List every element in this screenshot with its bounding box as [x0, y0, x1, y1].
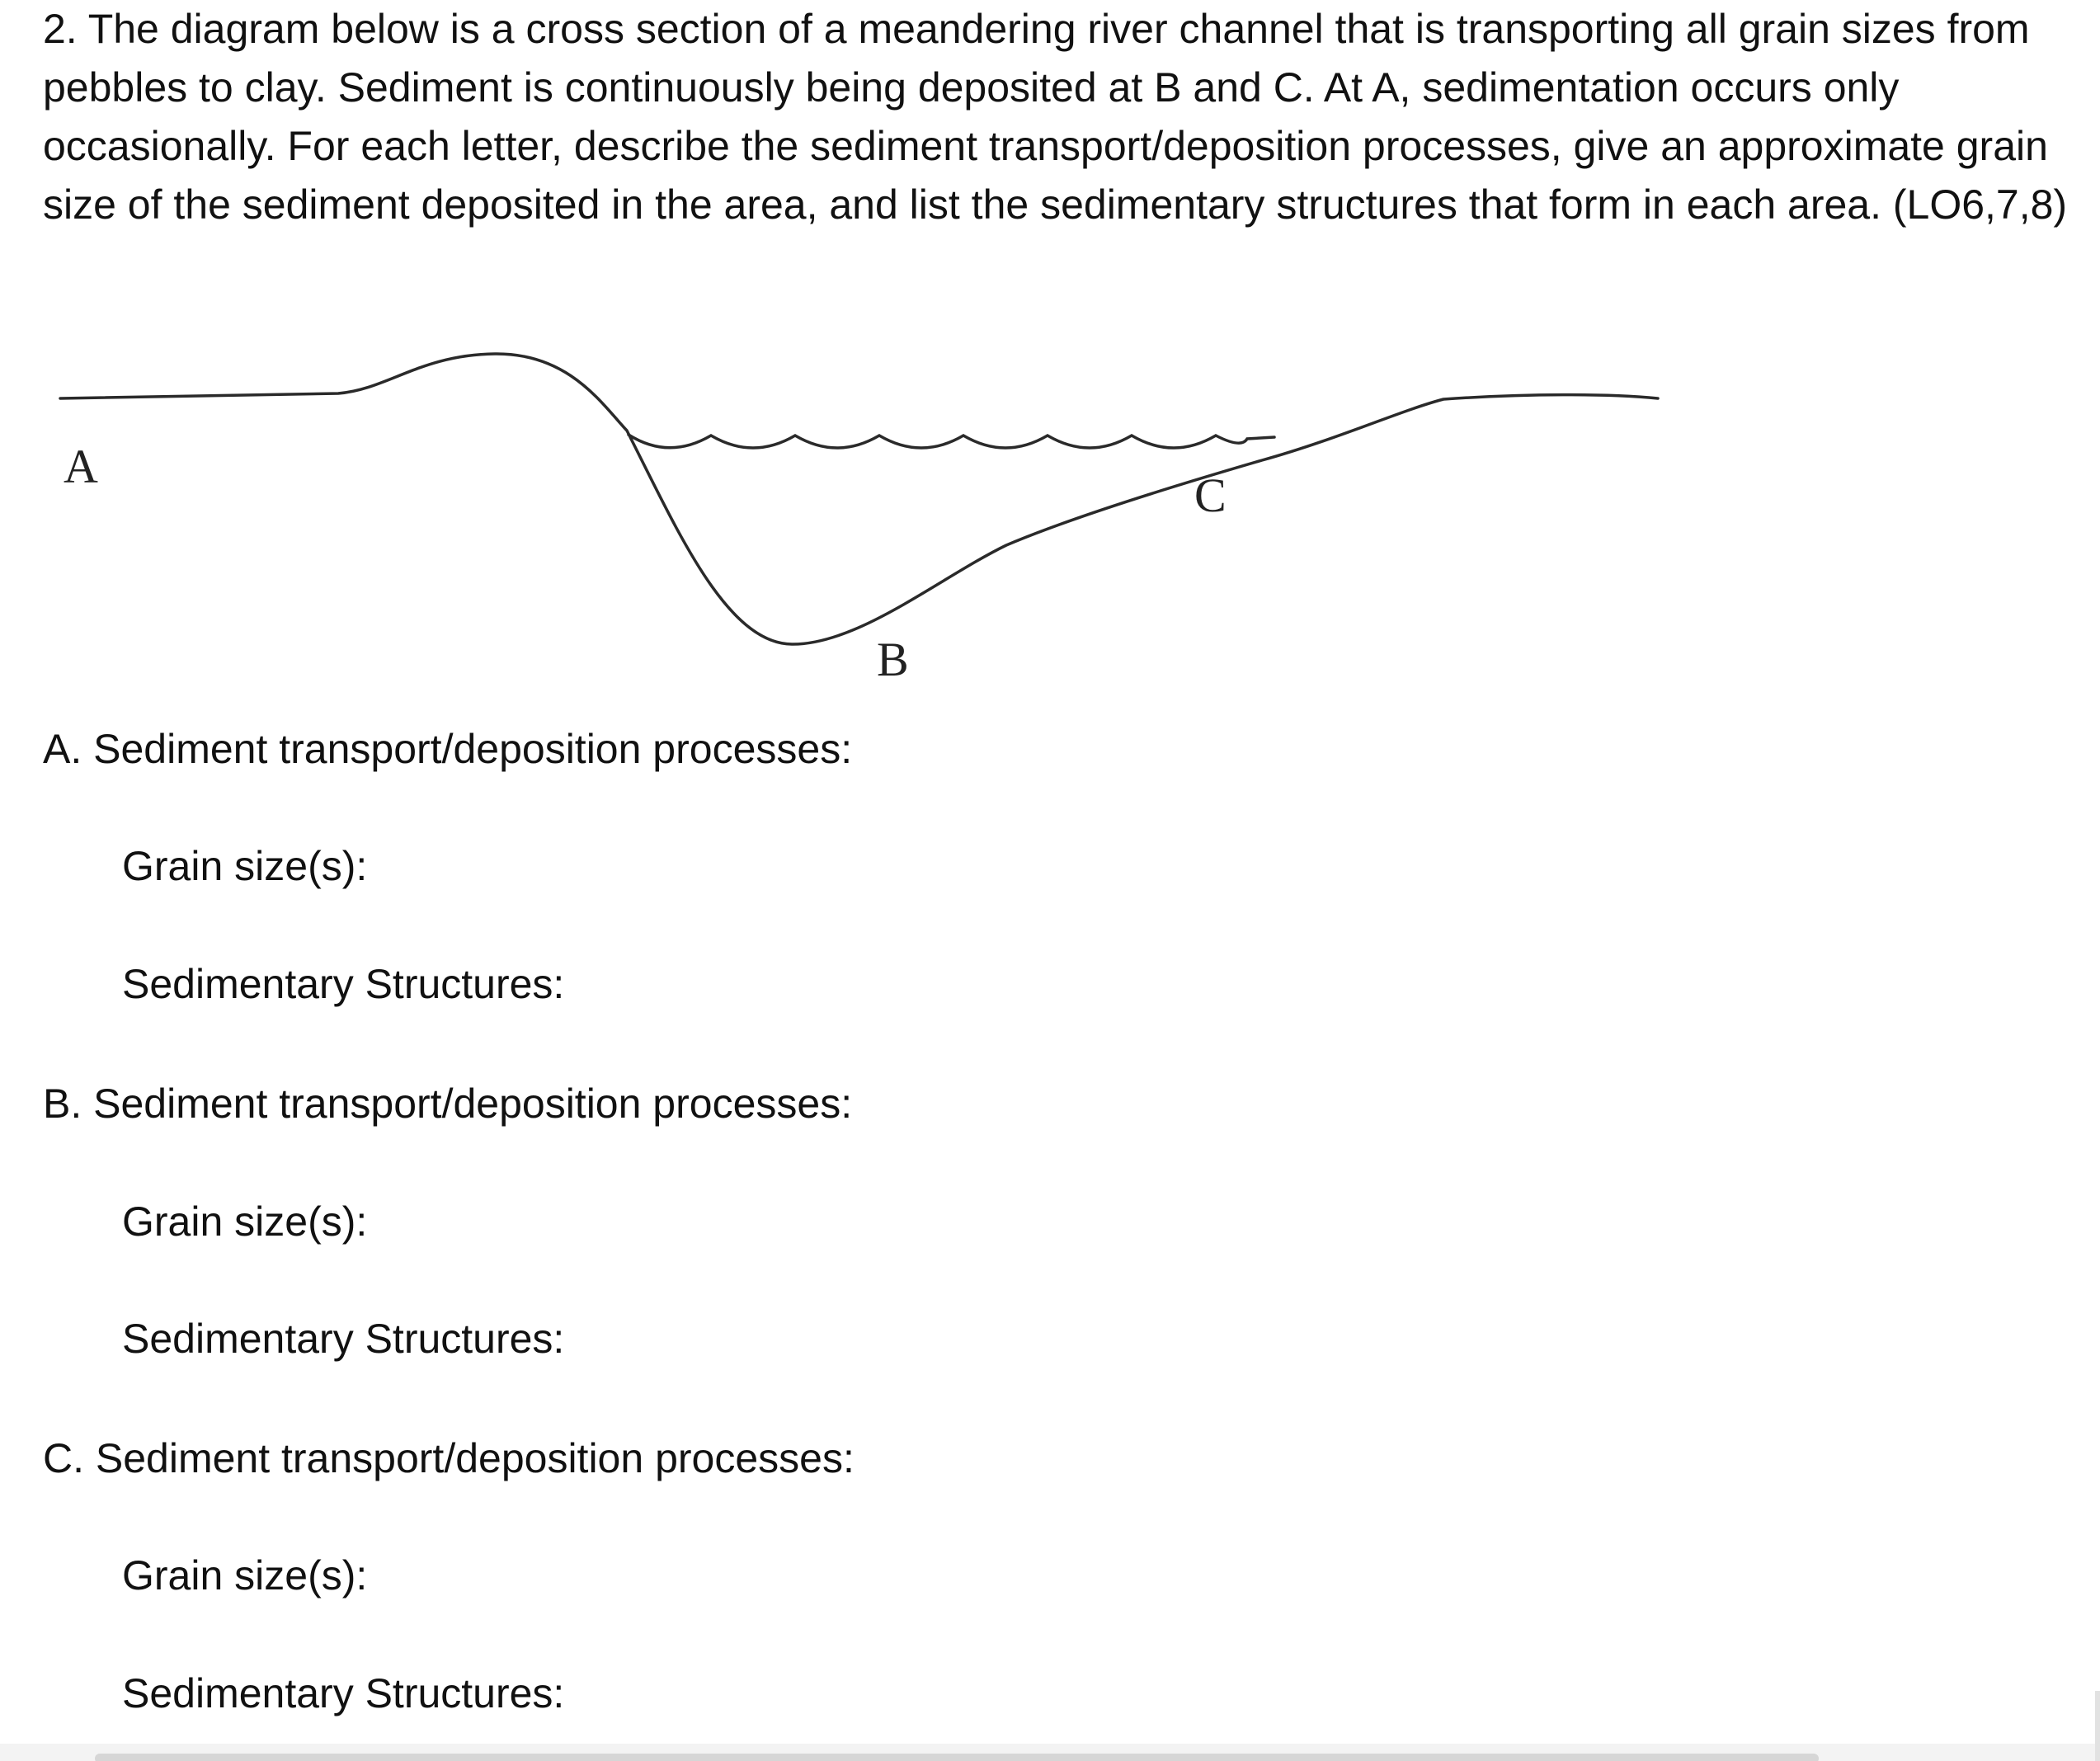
diagram-label-c: C	[1194, 469, 1227, 522]
section-b-structures-label: Sedimentary Structures:	[122, 1316, 565, 1362]
channel-profile-line	[60, 354, 1658, 644]
diagram-label-b: B	[877, 633, 909, 686]
water-surface-line	[629, 435, 1274, 448]
section-c-structures-label: Sedimentary Structures:	[122, 1670, 565, 1716]
question-text: 2. The diagram below is a cross section of a meandering river channel that is transporting all grain sizes from pebbles to clay. Sediment is continuously being deposited at B and C. At A, sedimentation occurs only occasionally. For each letter, describe the sediment transport/deposition processes, give an approximate grain size of the sediment deposited in the area, and list the sedimentary structures that form in each area. (LO6,7,8)	[43, 6, 2068, 228]
section-b-heading: B. Sediment transport/deposition processes:	[43, 1081, 853, 1127]
section-a-structures-label: Sedimentary Structures:	[122, 961, 565, 1007]
horizontal-scrollbar-thumb[interactable]	[95, 1754, 1819, 1761]
diagram-label-a: A	[64, 440, 98, 493]
section-a-grain-label: Grain size(s):	[122, 843, 368, 889]
section-c-grain-label: Grain size(s):	[122, 1552, 368, 1599]
vertical-scrollbar-edge[interactable]	[2095, 1691, 2100, 1761]
section-b-grain-label: Grain size(s):	[122, 1198, 368, 1245]
section-c-heading: C. Sediment transport/deposition processes:	[43, 1435, 855, 1481]
section-a-heading: A. Sediment transport/deposition processes:	[43, 726, 853, 772]
river-cross-section-diagram	[0, 313, 2100, 709]
